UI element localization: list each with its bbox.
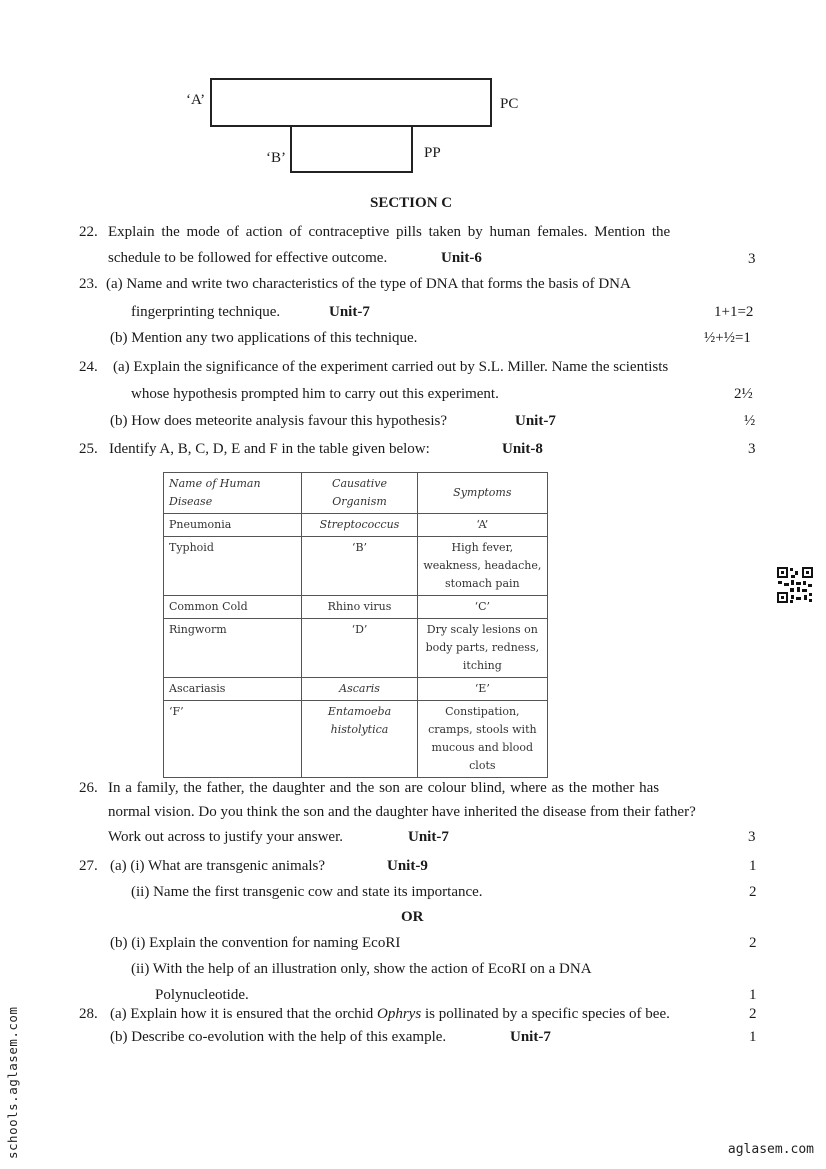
table-cell: ‘F’ (164, 701, 302, 778)
q28-a-pre: (a) Explain how it is ensured that the orchid (110, 1006, 378, 1022)
q24-a-line1: (a) Explain the significance of the experiment carried out by S.L. Miller. Name the scientists (113, 359, 669, 375)
table-cell: Pneumonia (164, 514, 302, 537)
table-header-symptoms: Symptoms (417, 473, 547, 514)
q22-marks: 3 (748, 251, 756, 267)
table-cell: ‘A’ (417, 514, 547, 537)
q27-b-i: (b) (i) Explain the convention for naming EcoRI (110, 935, 401, 951)
diagram-box-pc (210, 78, 492, 127)
table-cell: Common Cold (164, 596, 302, 619)
q22-line1: Explain the mode of action of contraceptive pills taken by human females. Mention the (108, 224, 671, 240)
q23-a-unit: Unit-7 (329, 304, 370, 320)
table-cell: ‘B’ (302, 537, 417, 596)
q27-number: 27. (79, 858, 98, 874)
table-row (164, 514, 548, 537)
section-title: SECTION C (370, 195, 453, 211)
q26-unit: Unit-7 (408, 829, 449, 845)
table-cell: Ascariasis (164, 678, 302, 701)
table-cell: Dry scaly lesions on body parts, redness, itching (417, 619, 547, 678)
q26-line1: In a family, the father, the daughter and the son are colour blind, where as the mother has (108, 780, 660, 796)
diagram-label-pc: PC (500, 96, 519, 112)
table-cell: Ascaris (302, 678, 417, 701)
q28-b-marks: 1 (749, 1029, 757, 1045)
table-cell: Entamoeba histolytica (302, 701, 417, 778)
q26-number: 26. (79, 780, 98, 796)
qr-code-icon (776, 566, 814, 604)
table-cell: Typhoid (164, 537, 302, 596)
q28-a-text (110, 1006, 670, 1023)
q28-a-italic: Ophrys (377, 1006, 422, 1022)
q26-marks: 3 (748, 829, 756, 845)
footer-site: aglasem.com (727, 1142, 814, 1157)
q28-b-text: (b) Describe co-evolution with the help of this example. (110, 1029, 447, 1045)
table-header-organism: Causative Organism (302, 473, 417, 514)
table-row (164, 619, 548, 678)
table-cell: ‘C’ (417, 596, 547, 619)
table-header-row (164, 473, 548, 514)
table-cell: Streptococcus (302, 514, 417, 537)
q26-line2: normal vision. Do you think the son and the daughter have inherited the disease from their father? (108, 804, 696, 820)
q27-or: OR (401, 909, 424, 925)
table-cell: Constipation, cramps, stools with mucous and blood clots (417, 701, 547, 778)
q23-a-marks: 1+1=2 (714, 304, 754, 320)
table-header-disease: Name of Human Disease (164, 473, 302, 514)
q28-a-post: is pollinated by a specific species of bee. (421, 1006, 670, 1022)
q26-line3: Work out across to justify your answer. (108, 829, 344, 845)
diagram-label-a: ‘A’ (186, 92, 206, 108)
q24-a-line2: whose hypothesis prompted him to carry out this experiment. (131, 386, 499, 402)
q28-a-marks: 2 (749, 1006, 757, 1022)
q25-marks: 3 (748, 441, 756, 457)
q22-number: 22. (79, 224, 98, 240)
q27-b-ii-line2: Polynucleotide. (155, 987, 249, 1003)
diagram-label-pp: PP (424, 145, 441, 161)
q23-b-text: (b) Mention any two applications of this technique. (110, 330, 418, 346)
q22-unit: Unit-6 (441, 250, 482, 266)
table-cell: Rhino virus (302, 596, 417, 619)
disease-table (163, 472, 548, 778)
table-row (164, 596, 548, 619)
table-row (164, 537, 548, 596)
q24-b-text: (b) How does meteorite analysis favour this hypothesis? (110, 413, 448, 429)
side-watermark: schools.aglasem.com (5, 1006, 20, 1159)
q24-b-marks: ½ (744, 413, 756, 429)
q27-b-ii-marks: 1 (749, 987, 757, 1003)
q27-b-ii-line1: (ii) With the help of an illustration only, show the action of EcoRI on a DNA (131, 961, 592, 977)
q23-b-marks: ½+½=1 (704, 330, 751, 346)
q25-unit: Unit-8 (502, 441, 543, 457)
table-row (164, 701, 548, 778)
q22-line2: schedule to be followed for effective outcome. (108, 250, 388, 266)
q23-number: 23. (79, 276, 98, 292)
table-row (164, 678, 548, 701)
diagram-box-pp (290, 125, 413, 173)
q24-a-marks: 2½ (734, 386, 753, 402)
q25-text: Identify A, B, C, D, E and F in the table given below: (109, 441, 430, 457)
q27-a-i: (a) (i) What are transgenic animals? (110, 858, 326, 874)
q23-a-line1: (a) Name and write two characteristics of the type of DNA that forms the basis of DNA (106, 276, 631, 292)
table-cell: Ringworm (164, 619, 302, 678)
table-cell: ‘E’ (417, 678, 547, 701)
q25-number: 25. (79, 441, 98, 457)
q28-b-unit: Unit-7 (510, 1029, 551, 1045)
table-cell: ‘D’ (302, 619, 417, 678)
q24-b-unit: Unit-7 (515, 413, 556, 429)
q28-number: 28. (79, 1006, 98, 1022)
q27-b-i-marks: 2 (749, 935, 757, 951)
q27-a-ii: (ii) Name the first transgenic cow and state its importance. (131, 884, 483, 900)
q27-a-ii-marks: 2 (749, 884, 757, 900)
q27-unit: Unit-9 (387, 858, 428, 874)
table-cell: High fever, weakness, headache, stomach pain (417, 537, 547, 596)
q23-a-line2: fingerprinting technique. (131, 304, 281, 320)
q27-a-i-marks: 1 (749, 858, 757, 874)
q24-number: 24. (79, 359, 98, 375)
diagram-label-b: ‘B’ (266, 150, 286, 166)
